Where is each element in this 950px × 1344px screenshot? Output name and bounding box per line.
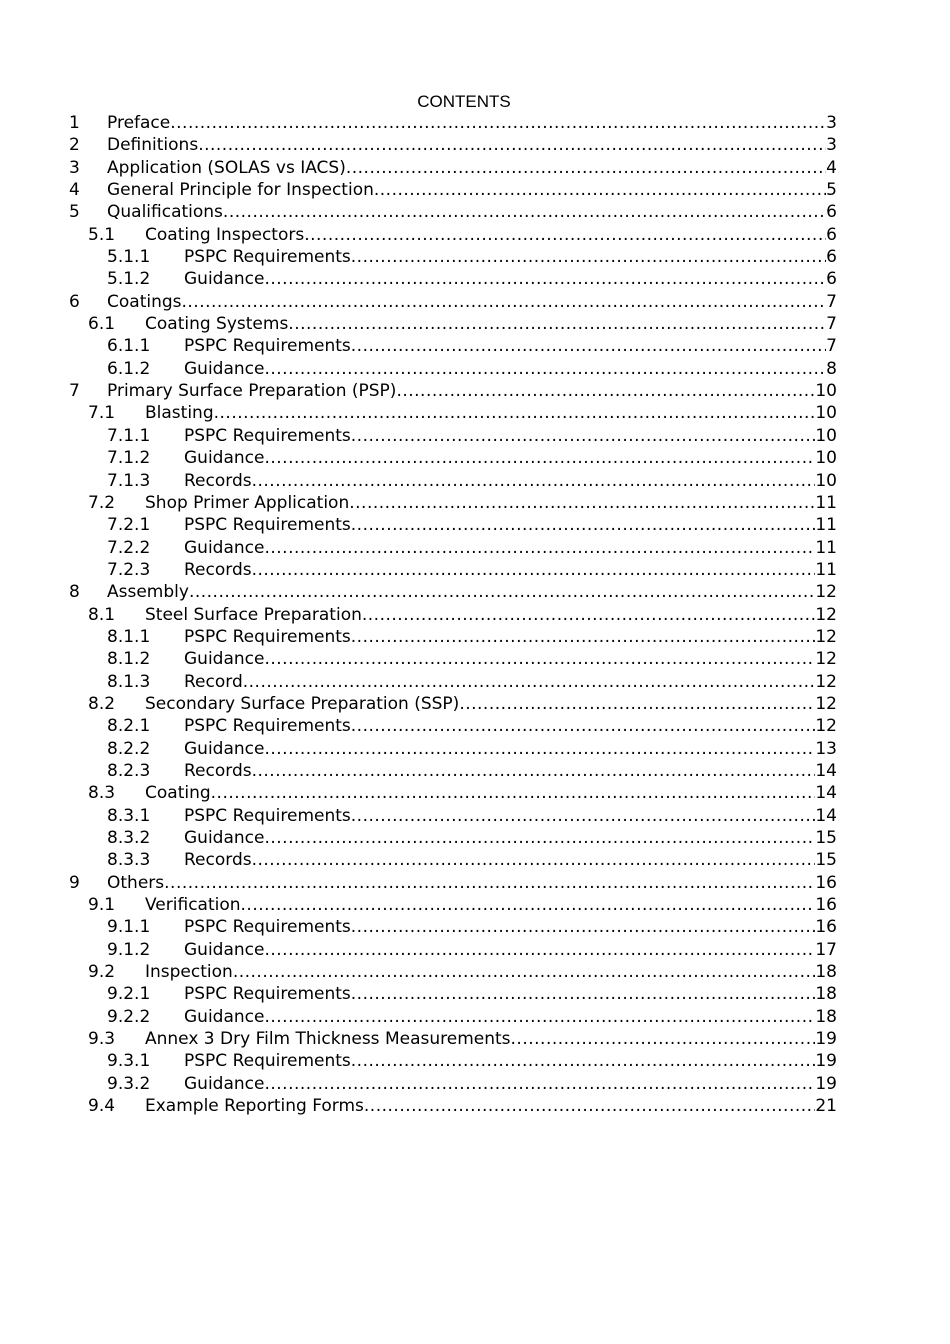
toc-dot-leader [264,537,815,559]
toc-entry[interactable] [0,313,950,335]
toc-entry[interactable] [0,827,950,849]
toc-entry-page-number: 6 [826,247,837,268]
toc-dot-leader [374,179,826,201]
toc-entry-number: 5.1.2 [107,269,151,290]
toc-dot-leader [211,782,816,804]
toc-entry-page-number: 3 [826,135,837,156]
toc-entry[interactable] [0,514,950,536]
toc-entry-title: Records [184,559,252,580]
toc-dot-leader [264,268,826,290]
toc-entry-line [184,1050,837,1072]
toc-entry-title: Guidance [184,939,265,960]
toc-entry-number: 7.1.2 [107,448,151,469]
toc-entry-title: Secondary Surface Preparation (SSP) [145,693,460,714]
toc-entry-line [145,604,837,626]
toc-dot-leader [351,335,826,357]
toc-entry-number: 8.3.2 [107,828,151,848]
toc-entry-number: 8.3.3 [107,850,151,871]
toc-dot-leader [252,849,816,871]
toc-entry[interactable] [0,380,950,402]
toc-entry-page-number: 7 [826,336,837,357]
toc-entry-page-number: 19 [815,1051,837,1072]
toc-entry-line [145,693,837,715]
toc-entry-title: Qualifications [107,202,223,223]
toc-entry-page-number: 19 [815,1029,837,1050]
toc-entry[interactable] [0,335,950,357]
toc-entry[interactable] [0,291,950,313]
toc-entry[interactable] [0,939,950,961]
toc-entry-line [145,1028,837,1050]
toc-entry-page-number: 12 [815,693,837,714]
toc-entry-number: 9.4 [88,1096,116,1117]
toc-entry[interactable] [0,179,950,201]
toc-entry-line [107,134,837,156]
toc-entry-page-number: 18 [815,1006,837,1027]
toc-entry-page-number: 3 [826,113,837,133]
toc-entry-title: Preface [107,113,171,133]
toc-dot-leader [264,738,815,760]
toc-entry-page-number: 12 [815,626,837,647]
toc-entry[interactable] [0,1028,950,1050]
toc-entry[interactable] [0,492,950,514]
toc-entry-number: 7.2 [88,492,116,513]
toc-entry-line [184,626,837,648]
toc-dot-leader [223,201,826,223]
toc-entry-line [184,671,837,693]
toc-entry[interactable] [0,648,950,670]
toc-entry-title: PSPC Requirements [184,984,351,1005]
toc-dot-leader [214,402,816,424]
toc-entry[interactable] [0,358,950,380]
toc-entry-page-number: 6 [826,202,837,223]
toc-entry[interactable] [0,983,950,1005]
toc-entry-number: 9.2.2 [107,1006,151,1027]
toc-entry-title: Definitions [107,135,199,156]
toc-entry-title: PSPC Requirements [184,805,351,826]
toc-entry-title: Example Reporting Forms [145,1096,364,1117]
toc-entry-page-number: 15 [815,828,837,848]
toc-entry-number: 8.1.3 [107,671,151,692]
toc-entry-line [184,514,837,536]
toc-entry-line [107,872,837,894]
toc-dot-leader [264,1006,815,1028]
toc-entry-page-number: 16 [815,895,837,916]
toc-entry-number: 7.1 [88,403,116,424]
toc-entry-page-number: 12 [815,716,837,737]
toc-entry-line [145,492,837,514]
toc-entry-page-number: 15 [815,850,837,871]
toc-entry-line [184,447,837,469]
toc-entry-title: Guidance [184,1006,265,1027]
toc-entry-page-number: 11 [815,559,837,580]
toc-entry-line [184,983,837,1005]
toc-entry-number: 9.2.1 [107,984,151,1005]
toc-dot-leader [511,1028,816,1050]
toc-entry[interactable] [0,1073,950,1095]
toc-dot-leader [351,916,816,938]
toc-entry[interactable] [0,112,950,134]
toc-entry-line [184,760,837,782]
toc-entry-line [184,738,837,760]
toc-entry-number: 2 [69,135,80,156]
toc-entry-line [184,268,837,290]
toc-dot-leader [170,112,826,134]
toc-entry-line [145,894,837,916]
toc-dot-leader [198,134,826,156]
toc-dot-leader [351,514,816,536]
toc-entry-line [184,470,837,492]
toc-entry[interactable] [0,894,950,916]
toc-entry[interactable] [0,782,950,804]
toc-entry[interactable] [0,961,950,983]
toc-entry-number: 6.1.1 [107,336,151,357]
toc-entry[interactable] [0,760,950,782]
toc-entry-number: 7 [69,381,80,402]
toc-entry-page-number: 11 [815,515,837,536]
toc-entry[interactable] [0,425,950,447]
toc-entry-line [107,201,837,223]
toc-entry-line [145,782,837,804]
toc-dot-leader [189,581,815,603]
toc-entry-number: 7.2.1 [107,515,151,536]
toc-entry-title: Annex 3 Dry Film Thickness Measurements [145,1029,511,1050]
toc-entry-title: Coating Systems [145,314,289,335]
toc-entry[interactable] [0,715,950,737]
toc-entry-page-number: 6 [826,224,837,245]
toc-entry-title: Application (SOLAS vs IACS) [107,157,346,178]
toc-entry-title: PSPC Requirements [184,515,351,536]
toc-entry[interactable] [0,872,950,894]
toc-dot-leader [264,447,815,469]
toc-entry-page-number: 16 [815,917,837,938]
toc-entry[interactable] [0,447,950,469]
toc-entry[interactable] [0,738,950,760]
toc-entry-page-number: 14 [815,783,837,804]
toc-entry-title: Shop Primer Application [145,492,350,513]
toc-entry-title: Guidance [184,828,265,848]
toc-dot-leader [351,1050,816,1072]
toc-entry-title: PSPC Requirements [184,917,351,938]
toc-entry-line [107,112,837,134]
toc-entry-number: 9.3.2 [107,1073,151,1094]
toc-entry-number: 9.3.1 [107,1051,151,1072]
toc-dot-leader [304,224,826,246]
toc-entry-title: PSPC Requirements [184,1051,351,1072]
toc-entry-line [184,827,837,849]
toc-entry-number: 6.1.2 [107,358,151,379]
toc-entry[interactable] [0,581,950,603]
toc-entry-number: 8.1.2 [107,649,151,670]
toc-entry-page-number: 13 [815,738,837,759]
toc-dot-leader [164,872,815,894]
toc-dot-leader [264,1073,815,1095]
toc-entry-line [184,1006,837,1028]
toc-entry-line [184,939,837,961]
toc-entry-title: Inspection [145,962,233,983]
toc-entry-line [145,402,837,424]
toc-entry-number: 1 [69,113,80,133]
toc-entry[interactable] [0,849,950,871]
toc-entry-line [107,291,837,313]
toc-dot-leader [233,961,816,983]
toc-entry-title: PSPC Requirements [184,716,351,737]
toc-entry-title: Verification [145,895,241,916]
toc-entry[interactable] [0,604,950,626]
toc-dot-leader [364,1095,815,1117]
toc-entry-page-number: 5 [826,180,837,201]
toc-entry-number: 8.2 [88,693,116,714]
toc-entry-line [107,380,837,402]
toc-heading: CONTENTS [417,92,511,111]
toc-entry-title: PSPC Requirements [184,247,351,268]
toc-entry-number: 8 [69,582,80,603]
toc-entry-line [184,805,837,827]
toc-entry-title: Assembly [107,582,189,603]
toc-entry-line [184,559,837,581]
toc-dot-leader [288,313,826,335]
toc-entry-title: Guidance [184,358,265,379]
toc-entry-title: PSPC Requirements [184,626,351,647]
toc-entry-number: 9.2 [88,962,116,983]
toc-entry-page-number: 12 [815,604,837,625]
toc-entry-number: 8.2.2 [107,738,151,759]
toc-entry-number: 9.3 [88,1029,116,1050]
toc-entry-page-number: 8 [826,358,837,379]
toc-entry-title: Guidance [184,738,265,759]
toc-dot-leader [252,760,816,782]
toc-entry-number: 8.1.1 [107,626,151,647]
toc-entry[interactable] [0,537,950,559]
toc-entry[interactable] [0,1050,950,1072]
toc-entry-number: 9.1 [88,895,116,916]
toc-entry[interactable] [0,916,950,938]
toc-entry-title: Coating [145,783,211,804]
toc-entry-line [184,425,837,447]
toc-entry-number: 9.1.2 [107,939,151,960]
toc-entry-page-number: 17 [815,939,837,960]
toc-entry-line [107,581,837,603]
toc-entry-line [145,961,837,983]
toc-entry[interactable] [0,1006,950,1028]
toc-dot-leader [252,559,816,581]
toc-dot-leader [351,715,816,737]
toc-entry-page-number: 12 [815,649,837,670]
toc-dot-leader [241,894,816,916]
toc-entry[interactable] [0,402,950,424]
toc-entry-title: Steel Surface Preparation [145,604,362,625]
toc-entry-page-number: 11 [815,537,837,558]
toc-dot-leader [351,805,816,827]
toc-dot-leader [351,983,816,1005]
toc-entry-number: 8.2.3 [107,760,151,781]
toc-entry-page-number: 18 [815,962,837,983]
toc-entry-title: Guidance [184,448,265,469]
toc-dot-leader [351,626,816,648]
toc-dot-leader [243,671,816,693]
toc-entry-title: Guidance [184,649,265,670]
toc-entry-number: 7.1.3 [107,470,151,491]
toc-dot-leader [264,827,815,849]
toc-entry-page-number: 19 [815,1073,837,1094]
toc-entry-number: 5.1.1 [107,247,151,268]
toc-entry-title: General Principle for Inspection [107,180,374,201]
toc-entry[interactable] [0,157,950,179]
toc-entry-title: Blasting [145,403,214,424]
toc-entry-page-number: 6 [826,269,837,290]
toc-entry-title: PSPC Requirements [184,425,351,446]
toc-entry-page-number: 14 [815,760,837,781]
toc-entry-page-number: 12 [815,582,837,603]
toc-entry-page-number: 7 [826,291,837,312]
toc-entry-title: Record [184,671,243,692]
toc-dot-leader [182,291,827,313]
toc-entry-number: 9.1.1 [107,917,151,938]
toc-entry-line [184,648,837,670]
toc-entry-number: 3 [69,157,80,178]
table-of-contents [0,112,950,1117]
toc-entry-line [184,358,837,380]
toc-entry-page-number: 10 [815,381,837,402]
toc-dot-leader [351,425,816,447]
toc-entry-number: 5.1 [88,224,116,245]
toc-dot-leader [346,157,826,179]
toc-entry-page-number: 10 [815,403,837,424]
toc-entry-title: Guidance [184,537,265,558]
toc-entry[interactable] [0,559,950,581]
toc-dot-leader [264,358,826,380]
toc-entry-title: Records [184,760,252,781]
toc-entry-line [145,313,837,335]
toc-entry-number: 8.3.1 [107,805,151,826]
toc-entry-title: PSPC Requirements [184,336,351,357]
toc-entry-number: 7.2.2 [107,537,151,558]
toc-dot-leader [351,246,826,268]
toc-entry-number: 7.2.3 [107,559,151,580]
toc-entry-number: 7.1.1 [107,425,151,446]
toc-entry-line [145,224,837,246]
toc-dot-leader [349,492,815,514]
toc-entry-line [107,179,837,201]
toc-entry-page-number: 4 [826,157,837,178]
toc-entry-title: Guidance [184,269,265,290]
toc-entry[interactable] [0,626,950,648]
toc-entry-title: Primary Surface Preparation (PSP) [107,381,397,402]
toc-entry-line [184,916,837,938]
toc-entry-number: 8.2.1 [107,716,151,737]
toc-entry-number: 8.3 [88,783,116,804]
toc-entry-line [145,1095,837,1117]
toc-entry-line [184,715,837,737]
toc-entry[interactable] [0,246,950,268]
toc-entry-page-number: 16 [815,872,837,893]
toc-entry-line [184,849,837,871]
toc-entry-page-number: 10 [815,470,837,491]
toc-entry[interactable] [0,134,950,156]
toc-entry-title: Coatings [107,291,182,312]
toc-entry-title: Records [184,850,252,871]
toc-entry-line [107,157,837,179]
toc-entry-title: Coating Inspectors [145,224,305,245]
toc-entry-page-number: 11 [815,492,837,513]
toc-dot-leader [252,470,816,492]
toc-entry-title: Guidance [184,1073,265,1094]
toc-entry[interactable] [0,693,950,715]
toc-entry-line [184,335,837,357]
toc-entry-title: Others [107,872,165,893]
toc-entry[interactable] [0,268,950,290]
toc-entry[interactable] [0,805,950,827]
toc-dot-leader [396,380,815,402]
toc-entry[interactable] [0,201,950,223]
toc-entry[interactable] [0,671,950,693]
toc-entry-page-number: 21 [815,1096,837,1117]
toc-entry-number: 5 [69,202,80,223]
toc-dot-leader [264,939,815,961]
toc-entry-number: 4 [69,180,80,201]
toc-entry-page-number: 7 [826,314,837,335]
toc-entry-line [184,1073,837,1095]
toc-entry-line [184,537,837,559]
toc-entry-page-number: 18 [815,984,837,1005]
toc-entry-number: 6 [69,291,80,312]
toc-entry-page-number: 14 [815,805,837,826]
toc-dot-leader [362,604,815,626]
toc-entry[interactable] [0,224,950,246]
toc-entry-page-number: 10 [815,448,837,469]
toc-entry[interactable] [0,1095,950,1117]
toc-entry[interactable] [0,470,950,492]
toc-entry-line [184,246,837,268]
toc-entry-page-number: 12 [815,671,837,692]
toc-dot-leader [459,693,815,715]
toc-dot-leader [264,648,815,670]
toc-entry-number: 6.1 [88,314,116,335]
toc-entry-title: Records [184,470,252,491]
toc-entry-number: 8.1 [88,604,116,625]
toc-entry-number: 9 [69,872,80,893]
toc-entry-page-number: 10 [815,425,837,446]
